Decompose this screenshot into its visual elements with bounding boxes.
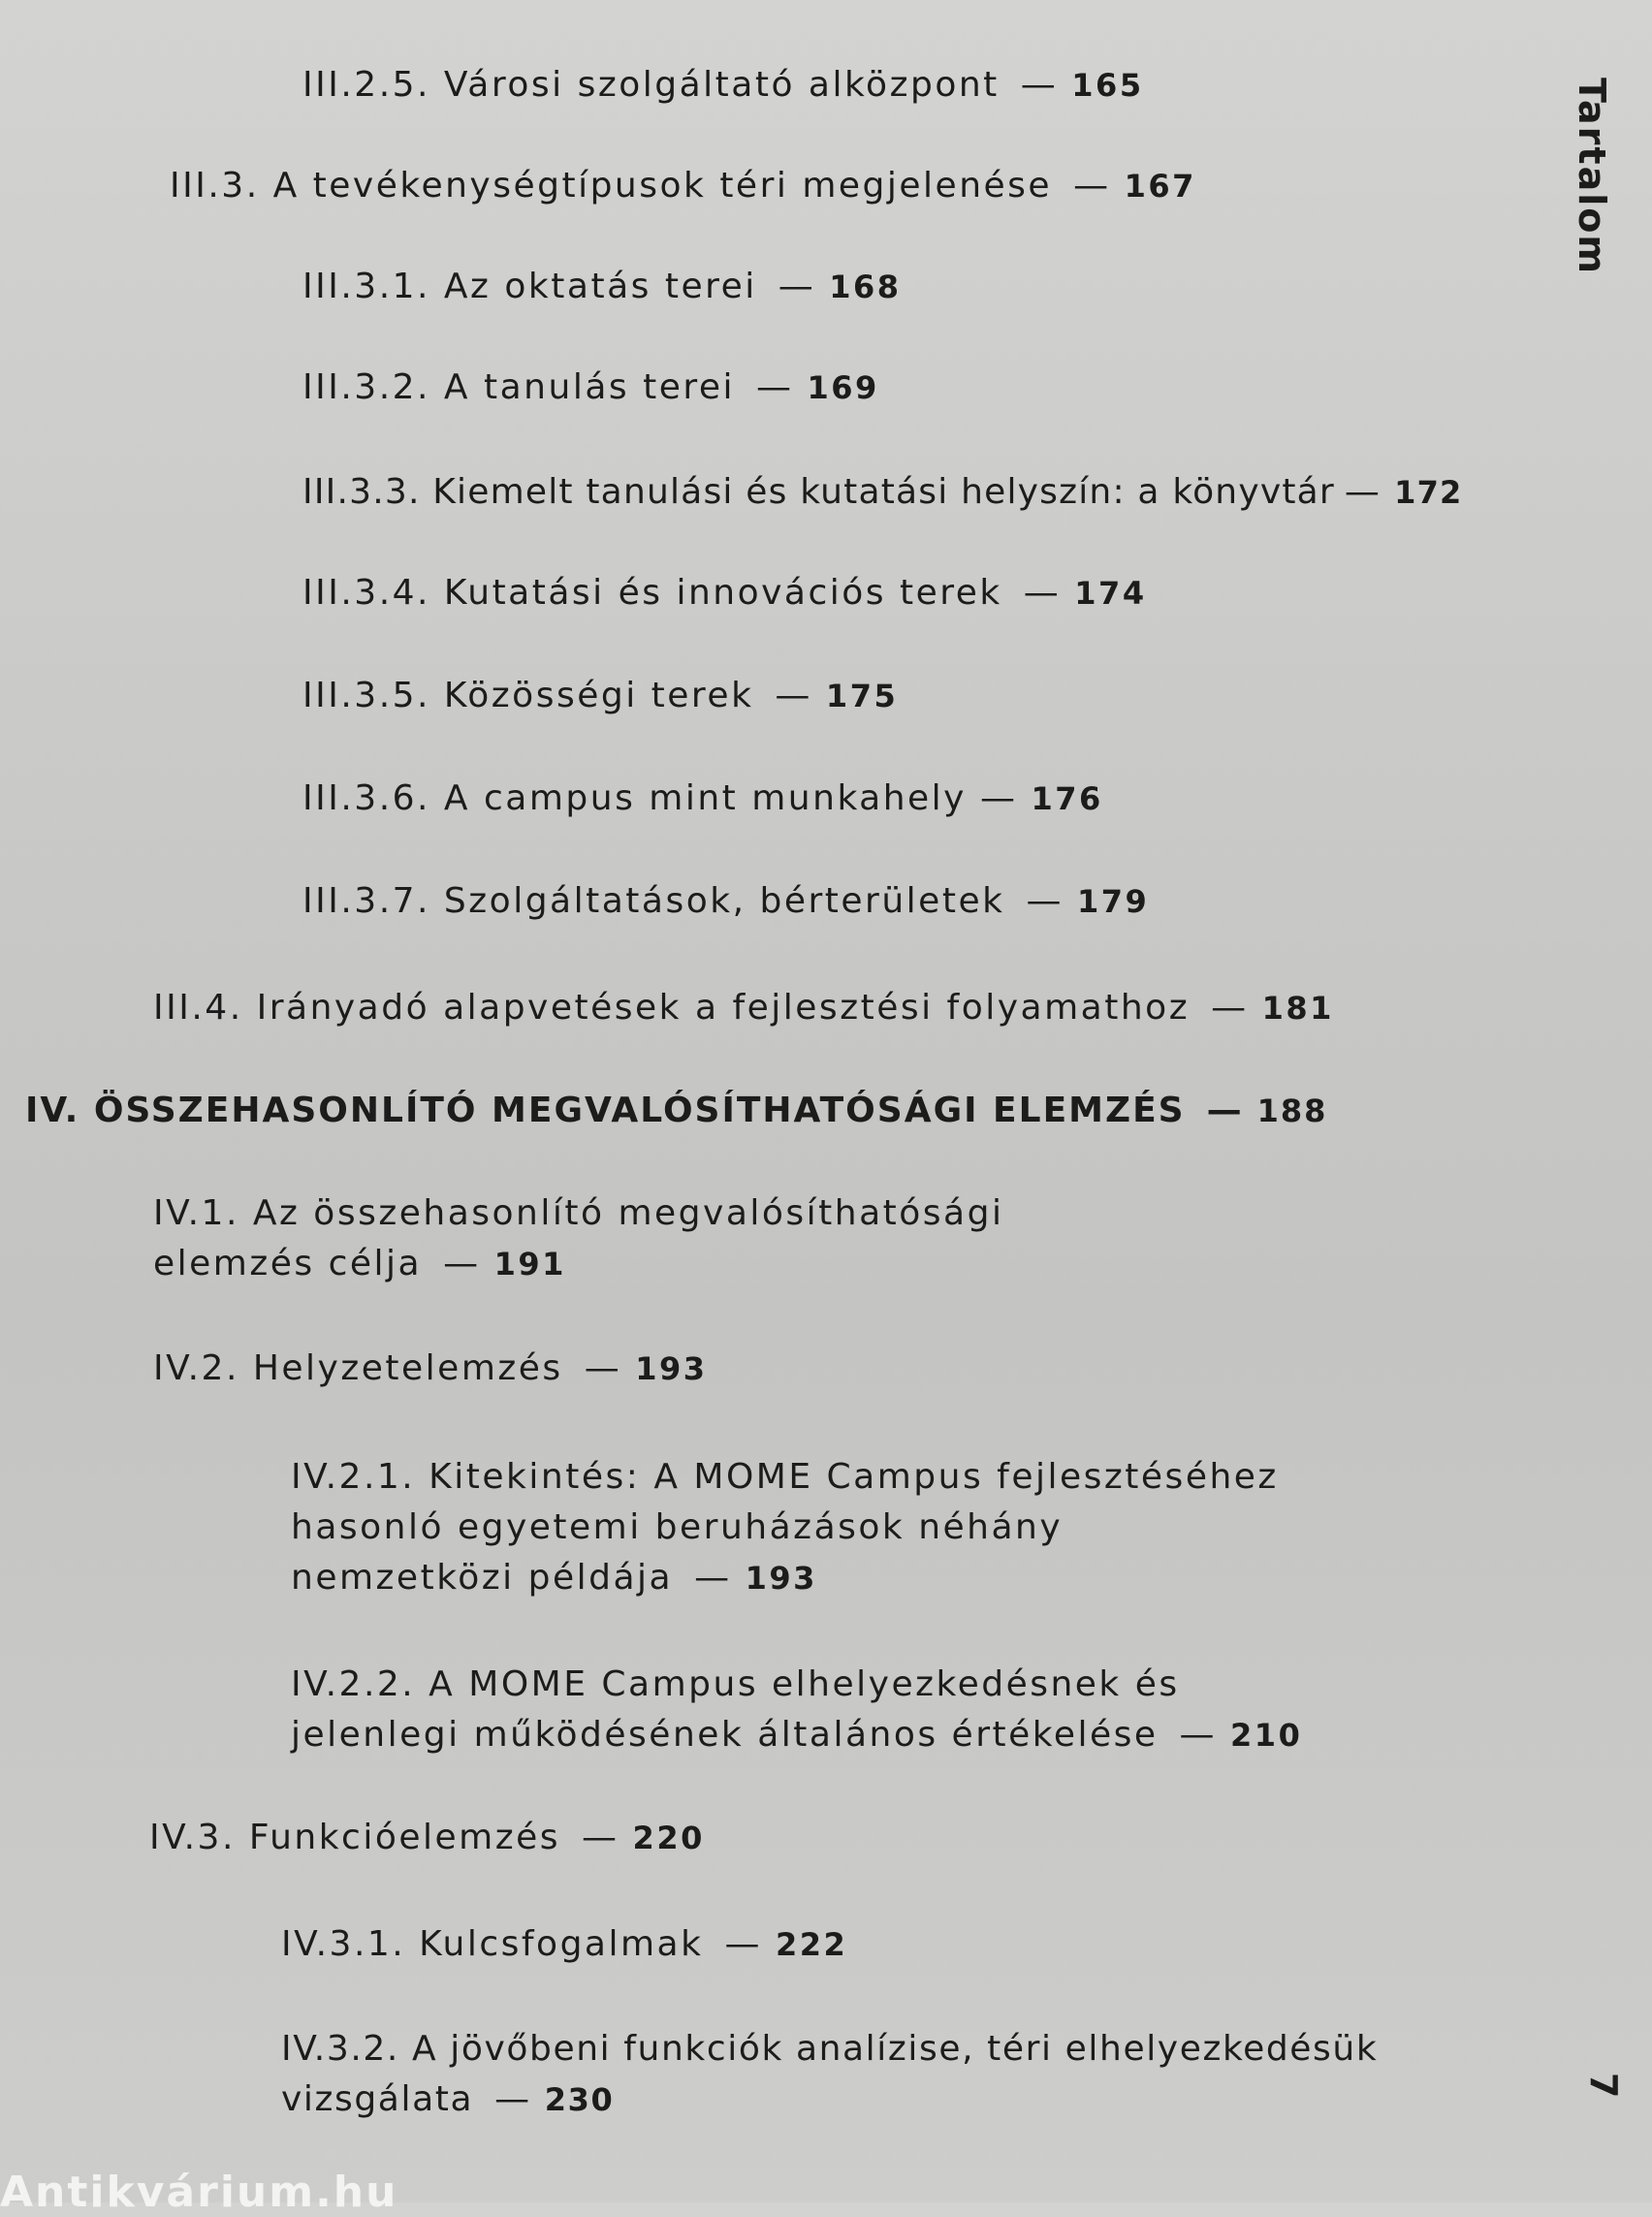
- toc-entry-text: IV.3.1. Kulcsfogalmak: [281, 1924, 704, 1964]
- toc-entry-page: 179: [1076, 883, 1150, 920]
- toc-entry-iv-3-2: IV.3.2. A jövőbeni funkciók analízise, téri elhelyezkedésük vizsgálata — 230: [281, 2024, 1378, 2125]
- toc-entry-iii-3-5: III.3.5. Közösségi terek — 175: [302, 676, 899, 715]
- toc-entry-text: vizsgálata: [281, 2079, 474, 2119]
- toc-entry-iv-3-1: IV.3.1. Kulcsfogalmak — 222: [281, 1924, 848, 1964]
- toc-entry-iv-1: IV.1. Az összehasonlító megvalósíthatósági elemzés célja — 191: [153, 1188, 1003, 1289]
- toc-entry-iii-3-1: III.3.1. Az oktatás terei — 168: [302, 267, 902, 306]
- toc-entry-iii-3-7: III.3.7. Szolgáltatások, bérterületek — 179: [302, 881, 1150, 921]
- toc-entry-page: 167: [1124, 168, 1196, 205]
- toc-entry-page: 181: [1261, 990, 1334, 1027]
- toc-entry-text: III.3.1. Az oktatás terei: [302, 267, 757, 306]
- toc-entry-text: jelenlegi működésének általános értékelése: [291, 1715, 1159, 1755]
- section-title: Tartalom: [1571, 78, 1613, 275]
- toc-entry-text: elemzés célja: [153, 1244, 423, 1283]
- toc-entry-text: IV.2.1. Kitekintés: A MOME Campus fejlesztéséhez: [291, 1457, 1279, 1497]
- toc-entry-text: III.3.5. Közösségi terek: [302, 676, 754, 715]
- toc-entry-iii-4: III.4. Irányadó alapvetések a fejlesztési folyamathoz — 181: [153, 988, 1334, 1028]
- toc-entry-text: III.2.5. Városi szolgáltató alközpont: [302, 65, 1000, 105]
- toc-entry-page: 193: [635, 1350, 708, 1387]
- page-number: 7: [1582, 2073, 1625, 2099]
- toc-entry-page: 169: [807, 369, 879, 406]
- toc-entry-iv-2: IV.2. Helyzetelemzés — 193: [153, 1348, 708, 1388]
- toc-entry-text: III.3.7. Szolgáltatások, bérterületek: [302, 881, 1005, 921]
- toc-entry-text: IV.2.2. A MOME Campus elhelyezkedésnek és: [291, 1664, 1180, 1704]
- toc-entry-page: 176: [1031, 780, 1103, 817]
- toc-entry-text: III.4. Irányadó alapvetések a fejlesztési folyamathoz: [153, 988, 1191, 1028]
- toc-entry-iii-3-3: III.3.3. Kiemelt tanulási és kutatási helyszín: a könyvtár — 172: [302, 472, 1463, 512]
- toc-entry-iii-3: III.3. A tevékenységtípusok téri megjelenése — 167: [170, 166, 1196, 206]
- toc-entry-iv-2-1: IV.2.1. Kitekintés: A MOME Campus fejlesztéséhez hasonló egyetemi beruházások néhány nemzetközi példája — 193: [291, 1452, 1279, 1603]
- toc-entry-text: IV.2. Helyzetelemzés: [153, 1348, 563, 1388]
- toc-entry-page: 220: [632, 1820, 705, 1856]
- toc-entry-iii-3-2: III.3.2. A tanulás terei — 169: [302, 367, 879, 407]
- toc-entry-page: 174: [1074, 575, 1147, 612]
- toc-entry-text: IV.1. Az összehasonlító megvalósíthatósági: [153, 1193, 1004, 1233]
- toc-entry-page: 172: [1394, 474, 1463, 511]
- toc-entry-page: 193: [745, 1560, 817, 1597]
- toc-entry-text: III.3.2. A tanulás terei: [302, 367, 735, 407]
- toc-entry-page: 165: [1071, 67, 1144, 104]
- toc-entry-text: III.3.3. Kiemelt tanulási és kutatási helyszín: a könyvtár: [302, 472, 1335, 512]
- toc-entry-text: hasonló egyetemi beruházások néhány: [291, 1507, 1064, 1547]
- toc-entry-text: III.3. A tevékenységtípusok téri megjelenése: [170, 166, 1053, 206]
- toc-entry-iii-2-5: III.2.5. Városi szolgáltató alközpont — 165: [302, 65, 1144, 105]
- toc-entry-page: 168: [829, 269, 902, 305]
- toc-entry-text: IV. ÖSSZEHASONLÍTÓ MEGVALÓSÍTHATÓSÁGI ELEMZÉS: [25, 1091, 1186, 1130]
- toc-entry-text: IV.3. Funkcióelemzés: [149, 1818, 561, 1857]
- toc-entry-text: III.3.4. Kutatási és innovációs terek: [302, 573, 1002, 613]
- toc-entry-page: 188: [1256, 1093, 1328, 1129]
- toc-entry-page: 222: [775, 1926, 848, 1963]
- toc-entry-page: 191: [493, 1246, 566, 1283]
- toc-entry-page: 230: [544, 2081, 615, 2118]
- toc-entry-text: IV.3.2. A jövőbeni funkciók analízise, téri elhelyezkedésük: [281, 2029, 1379, 2069]
- toc-entry-page: 210: [1230, 1717, 1303, 1754]
- toc-chapter-iv: IV. ÖSSZEHASONLÍTÓ MEGVALÓSÍTHATÓSÁGI ELEMZÉS — 188: [25, 1091, 1328, 1130]
- toc-entry-iv-2-2: IV.2.2. A MOME Campus elhelyezkedésnek és jelenlegi működésének általános értékelése — 210: [291, 1660, 1302, 1760]
- toc-entry-text: III.3.6. A campus mint munkahely: [302, 778, 967, 818]
- watermark: Antikvárium.hu: [0, 2168, 398, 2217]
- toc-entry-text: nemzetközi példája: [291, 1558, 674, 1598]
- toc-entry-iii-3-4: III.3.4. Kutatási és innovációs terek — 174: [302, 573, 1147, 613]
- toc-entry-iv-3: IV.3. Funkcióelemzés — 220: [149, 1818, 705, 1857]
- toc-entry-page: 175: [825, 678, 899, 714]
- toc-entry-iii-3-6: III.3.6. A campus mint munkahely — 176: [302, 778, 1103, 818]
